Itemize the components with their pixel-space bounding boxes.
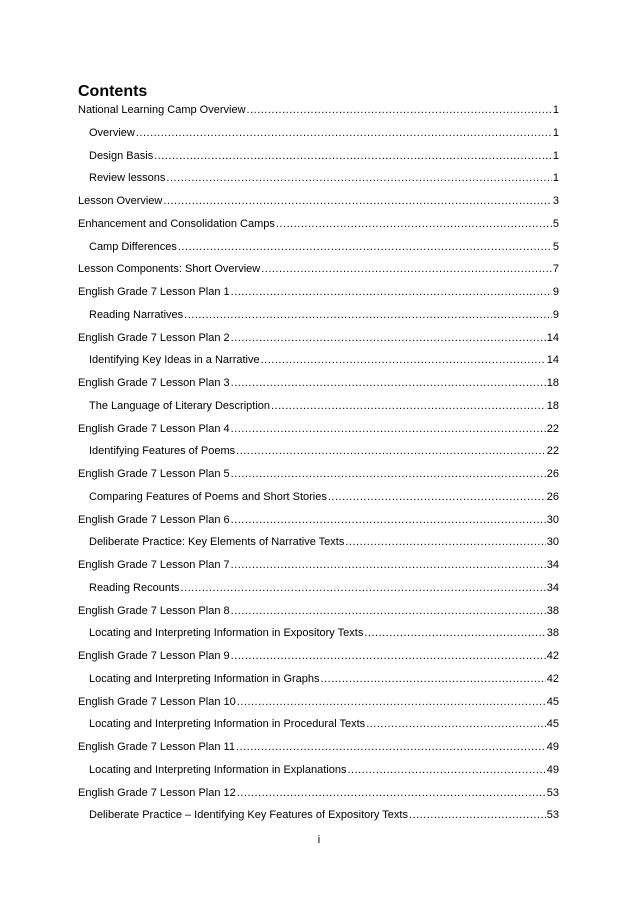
toc-entry-title: Locating and Interpreting Information in Explanations [89,763,347,776]
toc-entry-page: 38 [546,604,559,617]
toc-entry[interactable] [78,787,559,810]
dot-leader [231,514,546,527]
toc-entry-title: The Language of Literary Description [89,399,270,412]
toc-entry-title: Deliberate Practice: Key Elements of Narrative Texts [89,536,345,549]
toc-entry-page: 1 [552,149,559,162]
toc-subentry[interactable] [78,309,559,332]
toc-entry-title: National Learning Camp Overview [78,104,246,116]
toc-entry-title: Locating and Interpreting Information in Graphs [89,672,320,685]
toc-entry[interactable] [78,650,559,673]
toc-entry-page: 30 [546,536,559,549]
dot-leader [271,400,546,413]
toc-entry-title: English Grade 7 Lesson Plan 8 [78,604,230,617]
dot-leader [178,241,552,254]
dot-leader [276,218,552,231]
toc-entry-page: 38 [546,627,559,640]
toc-entry[interactable] [78,559,559,582]
toc-entry-title: English Grade 7 Lesson Plan 5 [78,468,230,480]
toc-entry-title: Locating and Interpreting Information in Expository Texts [89,627,364,640]
toc-entry-title: Reading Narratives [89,308,184,321]
toc-entry[interactable] [78,468,559,491]
toc-entry-page: 42 [546,650,559,662]
toc-subentry[interactable] [78,491,559,514]
dot-leader [163,195,552,208]
contents-heading: Contents [78,83,148,100]
toc-entry-title: Design Basis [89,149,154,162]
page-number: i [317,834,321,846]
toc-subentry[interactable] [78,354,559,377]
dot-leader [409,809,546,822]
toc-entry-title: English Grade 7 Lesson Plan 6 [78,513,230,526]
dot-leader [231,377,546,390]
dot-leader [231,286,552,299]
toc-entry[interactable] [78,195,559,218]
toc-subentry[interactable] [78,445,559,468]
toc-entry-page: 18 [546,377,559,389]
toc-entry-page: 14 [546,331,559,344]
toc-subentry[interactable] [78,241,559,264]
toc-subentry[interactable] [78,127,559,150]
toc-entry-page: 26 [546,468,559,480]
toc-subentry[interactable] [78,150,559,173]
toc-entry[interactable] [78,104,559,127]
toc-entry-page: 42 [546,672,559,685]
dot-leader [261,354,546,367]
toc-subentry[interactable] [78,718,559,741]
toc-subentry[interactable] [78,809,559,832]
toc-entry-page: 34 [546,581,559,594]
dot-leader [184,309,552,322]
toc-entry-title: Lesson Components: Short Overview [78,263,261,276]
toc-entry-title: Review lessons [89,172,166,185]
toc-entry-title: English Grade 7 Lesson Plan 4 [78,422,230,435]
toc-entry[interactable] [78,423,559,446]
toc-entry-page: 1 [552,104,559,116]
toc-entry-title: Locating and Interpreting Information in Procedural Texts [89,718,366,731]
toc-entry[interactable] [78,263,559,286]
toc-entry-page: 1 [552,126,559,139]
toc-entry-page: 22 [546,445,559,458]
toc-entry-title: Reading Recounts [89,581,180,594]
toc-entry-title: English Grade 7 Lesson Plan 9 [78,650,230,662]
toc-subentry[interactable] [78,172,559,195]
table-of-contents [78,104,559,832]
dot-leader [231,423,546,436]
toc-entry-title: Lesson Overview [78,195,163,207]
toc-entry-page: 5 [552,217,559,230]
toc-entry-page: 49 [546,763,559,776]
dot-leader [364,627,545,640]
dot-leader [321,673,546,686]
toc-entry-title: Enhancement and Consolidation Camps [78,217,275,230]
toc-entry-title: English Grade 7 Lesson Plan 3 [78,377,230,389]
toc-entry-page: 45 [546,695,559,708]
dot-leader [231,468,546,481]
toc-entry[interactable] [78,218,559,241]
toc-entry-title: Overview [89,126,135,139]
dot-leader [328,491,546,504]
toc-entry[interactable] [78,696,559,719]
toc-entry-title: English Grade 7 Lesson Plan 12 [78,786,236,799]
toc-entry-title: English Grade 7 Lesson Plan 2 [78,331,230,344]
toc-entry-page: 30 [546,513,559,526]
dot-leader [236,741,546,754]
dot-leader [231,650,546,663]
toc-entry-page: 9 [552,308,559,321]
dot-leader [261,263,552,276]
toc-entry-page: 7 [552,263,559,276]
toc-entry-page: 22 [546,422,559,435]
dot-leader [136,127,552,140]
toc-entry-page: 45 [546,718,559,731]
dot-leader [247,104,552,117]
toc-entry-page: 26 [546,490,559,503]
toc-entry-page: 5 [552,240,559,253]
dot-leader [236,445,546,458]
toc-entry-title: Identifying Features of Poems [89,445,236,458]
toc-entry-page: 18 [546,399,559,412]
toc-entry[interactable] [78,605,559,628]
dot-leader [181,582,546,595]
dot-leader [231,559,546,572]
toc-entry-page: 9 [552,286,559,298]
toc-entry-page: 53 [546,809,559,822]
toc-entry-title: Identifying Key Ideas in a Narrative [89,354,260,367]
toc-entry-title: Deliberate Practice – Identifying Key Features of Expository Texts [89,809,408,822]
toc-subentry[interactable] [78,582,559,605]
toc-entry-page: 53 [546,786,559,799]
toc-entry-page: 34 [546,559,559,571]
toc-subentry[interactable] [78,400,559,423]
dot-leader [237,696,546,709]
toc-entry-page: 3 [552,195,559,207]
toc-entry-title: English Grade 7 Lesson Plan 10 [78,695,236,708]
toc-entry[interactable] [78,377,559,400]
toc-entry[interactable] [78,514,559,537]
toc-entry-title: Camp Differences [89,240,177,253]
toc-subentry[interactable] [78,536,559,559]
toc-subentry[interactable] [78,673,559,696]
toc-entry[interactable] [78,741,559,764]
dot-leader [237,787,546,800]
dot-leader [345,536,545,549]
dot-leader [366,718,546,731]
toc-subentry[interactable] [78,764,559,787]
toc-entry-title: English Grade 7 Lesson Plan 1 [78,286,230,298]
toc-entry-page: 14 [546,354,559,367]
toc-entry-page: 1 [552,172,559,185]
dot-leader [231,332,546,345]
toc-entry-title: English Grade 7 Lesson Plan 7 [78,559,230,571]
toc-entry-page: 49 [546,741,559,753]
dot-leader [231,605,546,618]
toc-subentry[interactable] [78,627,559,650]
dot-leader [166,172,551,185]
toc-entry-title: Comparing Features of Poems and Short Stories [89,490,327,503]
toc-entry[interactable] [78,286,559,309]
dot-leader [154,150,552,163]
toc-entry-title: English Grade 7 Lesson Plan 11 [78,741,235,753]
dot-leader [347,764,545,777]
toc-entry[interactable] [78,332,559,355]
